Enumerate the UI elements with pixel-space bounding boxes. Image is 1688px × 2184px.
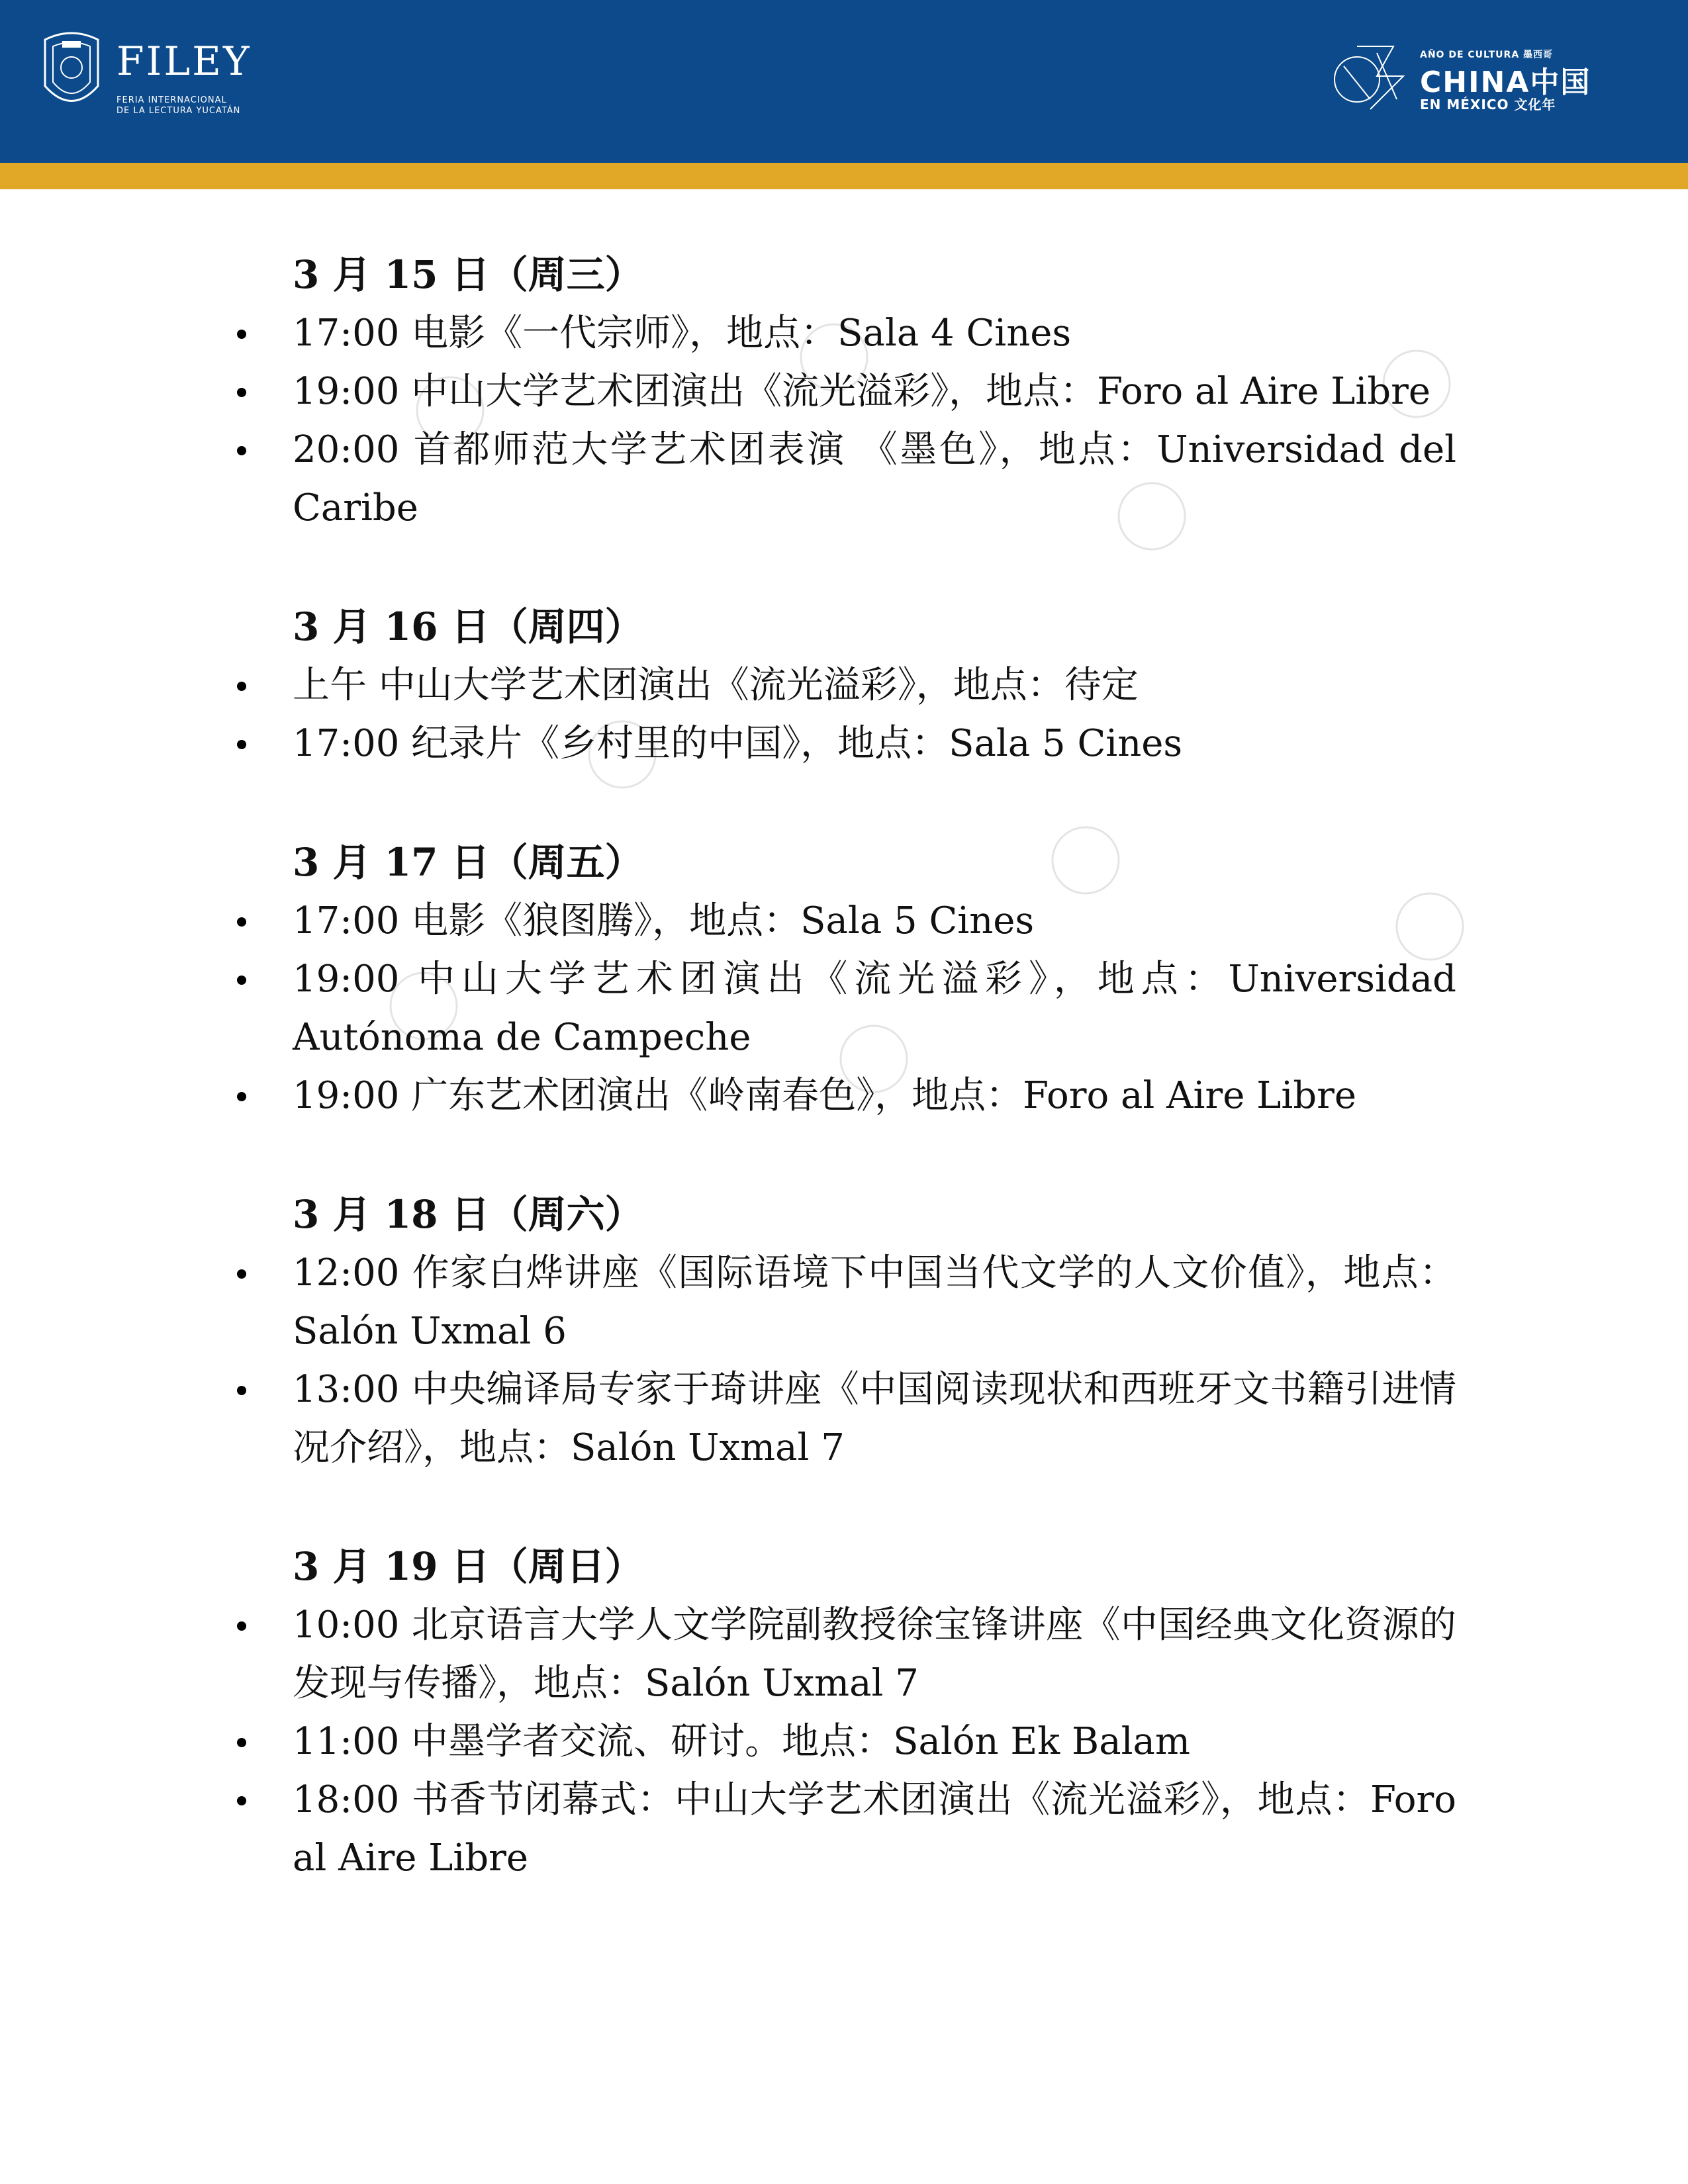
day-heading: 3 月 18 日（周六） bbox=[293, 1192, 643, 1237]
bullet-icon bbox=[237, 1621, 246, 1631]
day-section bbox=[225, 1537, 1456, 1888]
event-text: 17:00 纪录片《乡村里的中国》，地点：Sala 5 Cines bbox=[293, 722, 1183, 765]
china-logo-line1: AÑO DE CULTURA 墨西哥 bbox=[1420, 50, 1554, 60]
filey-logo bbox=[38, 26, 277, 126]
event-text: 12:00 作家白烨讲座《国际语境下中国当代文学的人文价值》，地点：Salón Uxmal 6 bbox=[293, 1251, 1456, 1353]
event-item bbox=[225, 421, 1456, 537]
event-text: 13:00 中央编译局专家于琦讲座《中国阅读现状和西班牙文书籍引进情况介绍》，地点：Salón Uxmal 7 bbox=[293, 1368, 1456, 1469]
bullet-icon bbox=[237, 388, 246, 397]
china-logo-line2: CHINA中国 bbox=[1420, 66, 1591, 99]
event-text: 19:00 中山大学艺术团演出《流光溢彩》，地点：Foro al Aire Libre bbox=[293, 370, 1430, 413]
event-item bbox=[225, 304, 1456, 363]
event-item bbox=[225, 657, 1456, 715]
day-section bbox=[225, 597, 1456, 773]
bullet-icon bbox=[237, 682, 246, 691]
event-item bbox=[225, 1713, 1456, 1771]
section-gap bbox=[225, 537, 1456, 597]
event-list bbox=[225, 892, 1456, 1125]
bullet-icon bbox=[237, 976, 246, 985]
day-section bbox=[225, 245, 1456, 537]
event-item bbox=[225, 715, 1456, 773]
section-gap bbox=[225, 1125, 1456, 1185]
bullet-icon bbox=[237, 740, 246, 749]
event-item bbox=[225, 1244, 1456, 1361]
event-text: 17:00 电影《一代宗师》，地点：Sala 4 Cines bbox=[293, 312, 1072, 355]
day-heading: 3 月 15 日（周三） bbox=[293, 252, 643, 297]
section-gap bbox=[225, 1477, 1456, 1537]
filey-wordmark: FILEY bbox=[117, 38, 252, 85]
day-heading: 3 月 17 日（周五） bbox=[293, 840, 643, 885]
bullet-icon bbox=[237, 1269, 246, 1279]
event-list bbox=[225, 657, 1456, 773]
section-gap bbox=[225, 773, 1456, 833]
event-text: 18:00 书香节闭幕式：中山大学艺术团演出《流光溢彩》，地点：Foro al Aire Libre bbox=[293, 1778, 1456, 1880]
bullet-icon bbox=[237, 1386, 246, 1395]
event-text: 11:00 中墨学者交流、研讨。地点：Salón Ek Balam bbox=[293, 1720, 1190, 1763]
event-list bbox=[225, 304, 1456, 537]
day-section bbox=[225, 833, 1456, 1125]
event-text: 17:00 电影《狼图腾》，地点：Sala 5 Cines bbox=[293, 899, 1035, 942]
event-item bbox=[225, 1771, 1456, 1888]
gold-stripe bbox=[0, 163, 1688, 189]
bullet-icon bbox=[237, 330, 246, 339]
event-list bbox=[225, 1244, 1456, 1477]
event-text: 20:00 首都师范大学艺术团表演 《墨色》，地点：Universidad del Caribe bbox=[293, 428, 1456, 529]
day-heading: 3 月 19 日（周日） bbox=[293, 1544, 643, 1589]
day-heading: 3 月 16 日（周四） bbox=[293, 604, 643, 649]
filey-subtitle-line2: DE LA LECTURA YUCATÁN bbox=[117, 106, 241, 116]
china-logo-line3: EN MÉXICO 文化年 bbox=[1420, 97, 1556, 113]
bullet-icon bbox=[237, 1092, 246, 1101]
event-list bbox=[225, 1596, 1456, 1888]
event-item bbox=[225, 1361, 1456, 1477]
day-section bbox=[225, 1185, 1456, 1477]
filey-subtitle bbox=[117, 95, 240, 116]
schedule-content bbox=[225, 245, 1456, 1888]
event-item bbox=[225, 1596, 1456, 1713]
event-item bbox=[225, 363, 1456, 421]
event-item bbox=[225, 892, 1456, 950]
header-band bbox=[0, 0, 1688, 163]
bullet-icon bbox=[237, 1796, 246, 1805]
event-item bbox=[225, 950, 1456, 1067]
event-item bbox=[225, 1067, 1456, 1125]
bullet-icon bbox=[237, 1738, 246, 1747]
event-text: 19:00 广东艺术团演出《岭南春色》，地点：Foro al Aire Libre bbox=[293, 1074, 1356, 1117]
event-text: 10:00 北京语言大学人文学院副教授徐宝锋讲座《中国经典文化资源的发现与传播》，地点：Salón Uxmal 7 bbox=[293, 1604, 1456, 1705]
event-text: 19:00 中山大学艺术团演出《流光溢彩》，地点：Universidad Autónoma de Campeche bbox=[293, 958, 1456, 1059]
filey-seal-icon bbox=[38, 26, 105, 116]
bullet-icon bbox=[237, 446, 246, 455]
filey-subtitle-line1: FERIA INTERNACIONAL bbox=[117, 95, 227, 105]
china-year-mark-icon bbox=[1331, 40, 1413, 113]
bullet-icon bbox=[237, 917, 246, 927]
event-text: 上午 中山大学艺术团演出《流光溢彩》，地点：待定 bbox=[293, 664, 1139, 707]
china-mexico-logo bbox=[1331, 40, 1595, 119]
